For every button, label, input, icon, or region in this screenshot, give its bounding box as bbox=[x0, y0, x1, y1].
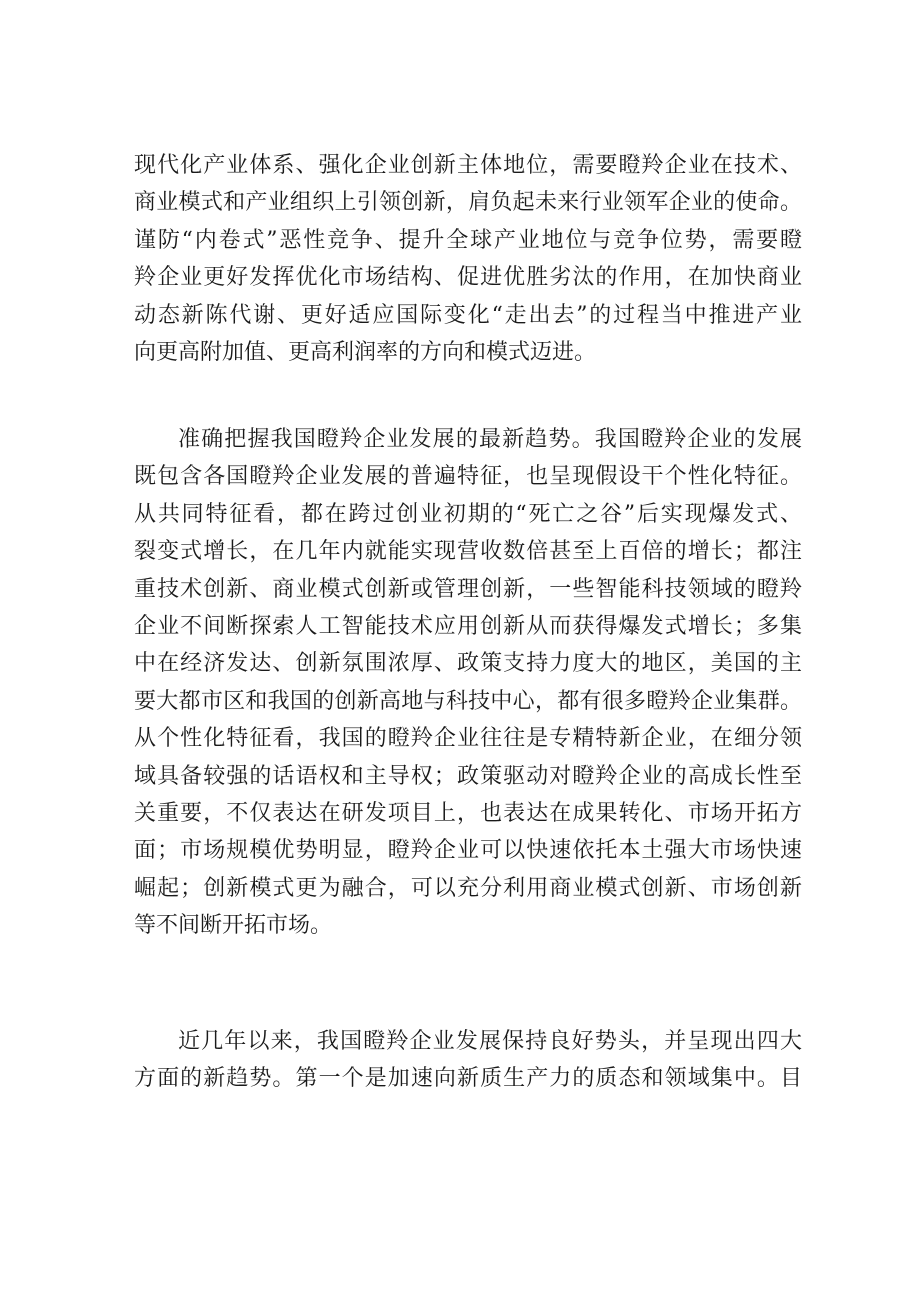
paragraph-line: 羚企业更好发挥优化市场结构、促进优胜劣汰的作用，在加快商业 bbox=[134, 265, 802, 291]
paragraph-line: 等不间断开拓市场。 bbox=[134, 913, 333, 939]
paragraph-line: 商业模式和产业组织上引领创新，肩负起未来行业领军企业的使命。 bbox=[134, 190, 802, 216]
paragraph-1 bbox=[134, 147, 802, 371]
paragraph-2 bbox=[134, 421, 802, 944]
paragraph-line: 方面的新趋势。第一个是加速向新质生产力的质态和领域集中。目 bbox=[134, 1066, 802, 1092]
paragraph-3 bbox=[134, 1023, 802, 1098]
paragraph-line: 域具备较强的话语权和主导权；政策驱动对瞪羚企业的高成长性至 bbox=[134, 763, 802, 789]
paragraph-line: 中在经济发达、创新氛围浓厚、政策支持力度大的地区，美国的主 bbox=[134, 651, 802, 677]
paragraph-line: 要大都市区和我国的创新高地与科技中心，都有很多瞪羚企业集群。 bbox=[134, 688, 802, 714]
paragraph-line: 企业不间断探索人工智能技术应用创新从而获得爆发式增长；多集 bbox=[134, 613, 802, 639]
paragraph-line: 从共同特征看，都在跨过创业初期的“死亡之谷”后实现爆发式、 bbox=[134, 501, 802, 527]
paragraph-line: 裂变式增长，在几年内就能实现营收数倍甚至上百倍的增长；都注 bbox=[134, 539, 802, 565]
paragraph-line: 既包含各国瞪羚企业发展的普遍特征，也呈现假设干个性化特征。 bbox=[134, 464, 802, 490]
paragraph-line: 准确把握我国瞪羚企业发展的最新趋势。我国瞪羚企业的发展 bbox=[178, 427, 802, 452]
paragraph-line: 向更高附加值、更高利润率的方向和模式迈进。 bbox=[134, 339, 597, 365]
paragraph-line: 近几年以来，我国瞪羚企业发展保持良好势头，并呈现出四大 bbox=[178, 1029, 802, 1054]
paragraph-line: 谨防“内卷式”恶性竞争、提升全球产业地位与竞争位势，需要瞪 bbox=[134, 227, 802, 253]
paragraph-line: 从个性化特征看，我国的瞪羚企业往往是专精特新企业，在细分领 bbox=[134, 726, 802, 752]
paragraph-line: 关重要，不仅表达在研发项目上，也表达在成果转化、市场开拓方 bbox=[134, 800, 802, 826]
paragraph-line: 动态新陈代谢、更好适应国际变化“走出去”的过程当中推进产业 bbox=[134, 302, 802, 328]
paragraph-line: 重技术创新、商业模式创新或管理创新，一些智能科技领域的瞪羚 bbox=[134, 576, 802, 602]
paragraph-line: 面；市场规模优势明显，瞪羚企业可以快速依托本土强大市场快速 bbox=[134, 838, 802, 864]
paragraph-line: 崛起；创新模式更为融合，可以充分利用商业模式创新、市场创新 bbox=[134, 875, 802, 901]
paragraph-line: 现代化产业体系、强化企业创新主体地位，需要瞪羚企业在技术、 bbox=[134, 153, 802, 178]
